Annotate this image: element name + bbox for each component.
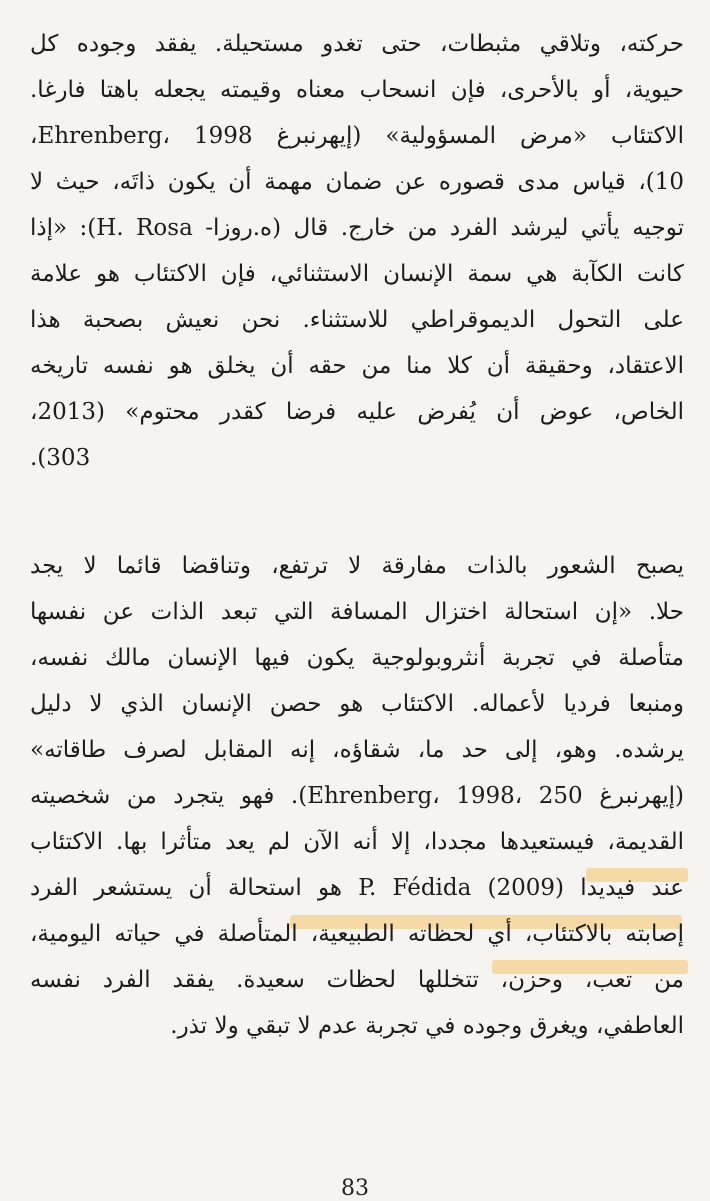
paragraph-2-line: ومنبعا فرديا لأعماله. الاكتئاب هو حصن الإنسان الذي لا دليل bbox=[30, 691, 684, 717]
paragraph-1-line: حركته، وتلاقي مثبطات، حتى تغدو مستحيلة. يفقد وجوده كل bbox=[30, 31, 684, 57]
paragraph-2-line: (إيهرنبرغ Ehrenberg، 1998، 250). فهو يتجرد من شخصيته bbox=[30, 783, 685, 809]
paragraph-2-line: يصبح الشعور بالذات مفارقة لا ترتفع، وتناقضا قائما لا يجد bbox=[30, 553, 684, 579]
paragraph-2-line: متأصلة في تجربة أنثروبولوجية يكون فيها الإنسان مالك نفسه، bbox=[30, 645, 684, 671]
paragraph-1-line: 303). bbox=[30, 445, 91, 471]
paragraph-2-line: القديمة، فيستعيدها مجددا، إلا أنه الآن لم يعد متأثرا بها. الاكتئاب bbox=[30, 829, 684, 855]
paragraph-1-line: توجيه يأتي ليرشد الفرد من خارج. قال (ه.روزا- H. Rosa): «إذا bbox=[30, 215, 684, 241]
paragraph-2-line: حلا. «إن استحالة اختزال المسافة التي تبعد الذات عن نفسها bbox=[30, 599, 684, 625]
paragraph-2-line: من تعب، وحزن، تتخللها لحظات سعيدة. يفقد الفرد نفسه bbox=[30, 967, 684, 993]
paragraph-2-line: عند فيديدا P. Fédida (2009) هو استحالة أن يستشعر الفرد bbox=[30, 875, 685, 901]
paragraph-1-line: الاعتقاد، وحقيقة أن كلا منا من حقه أن يخلق هو نفسه تاريخه bbox=[30, 353, 684, 379]
paragraph-1-line: الخاص، عوض أن يُفرض عليه فرضا كقدر محتوم» (2013، bbox=[30, 399, 684, 425]
paragraph-1-line: حيوية، أو بالأحرى، فإن انسحاب معناه وقيمته يجعله باهتا فارغا. bbox=[30, 77, 684, 103]
paragraph-2-line: يرشده. وهو، إلى حد ما، شقاؤه، إنه المقابل لصرف طاقاته» bbox=[30, 737, 684, 763]
paragraph-1-line: الاكتئاب «مرض المسؤولية» (إيهرنبرغ Ehrenberg، 1998، bbox=[30, 123, 685, 149]
paragraph-2-line: العاطفي، ويغرق وجوده في تجربة عدم لا تبقي ولا تذر. bbox=[170, 1013, 684, 1039]
paragraph-1-line: 10)، قياس مدى قصوره عن ضمان مهمة أن يكون ذاتَه، حيث لا bbox=[30, 169, 684, 195]
paragraph-2-line: إصابته بالاكتئاب، أي لحظاته الطبيعية، المتأصلة في حياته اليومية، bbox=[30, 921, 684, 947]
paragraph-1-line: على التحول الديموقراطي للاستثناء. نحن نعيش بصحبة هذا bbox=[30, 307, 684, 333]
page-number: 83 bbox=[341, 1176, 369, 1201]
paragraph-1-line: كانت الكآبة هي سمة الإنسان الاستثنائي، فإن الاكتئاب هو علامة bbox=[30, 261, 684, 287]
